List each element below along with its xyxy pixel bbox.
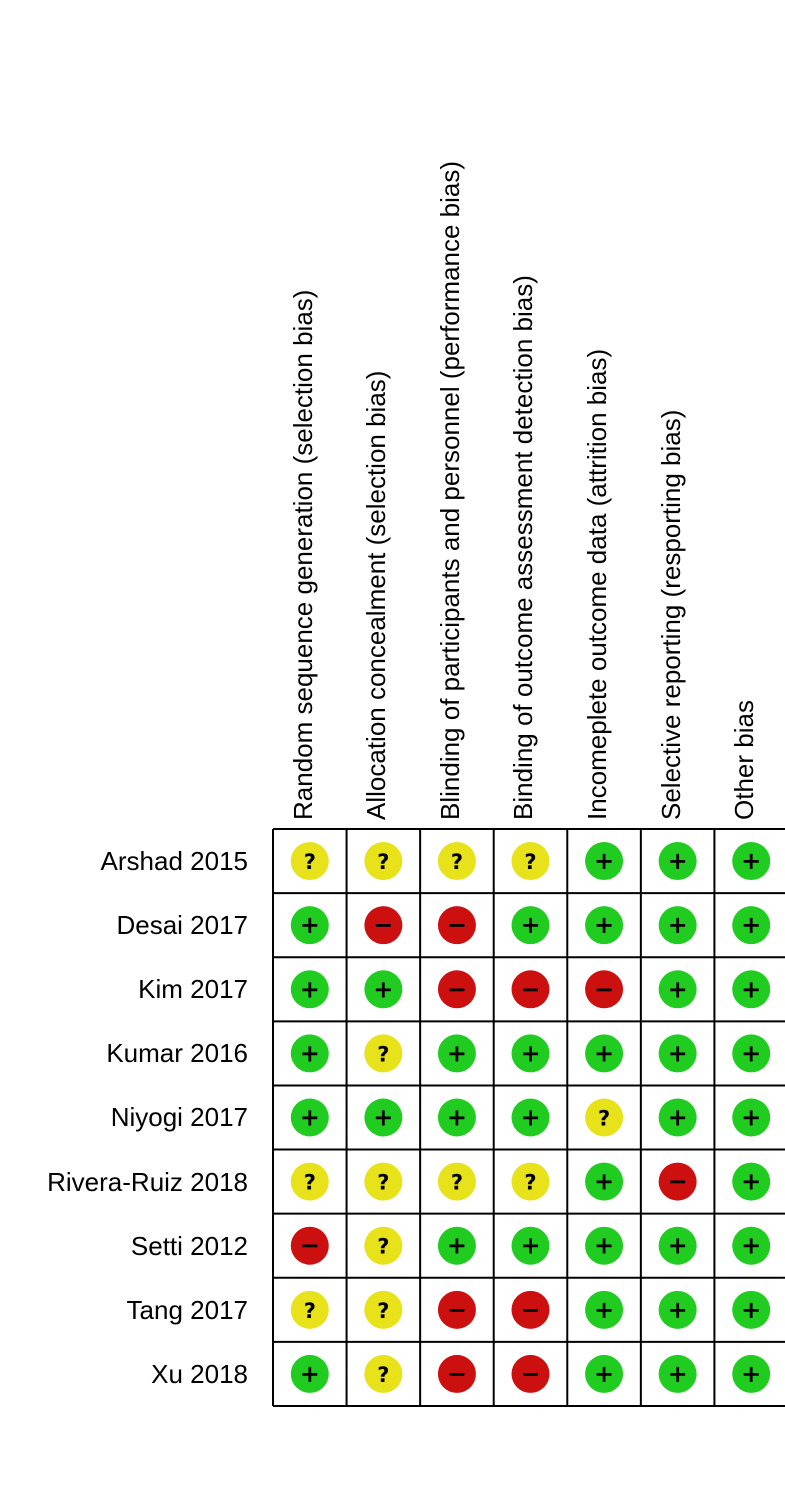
judgement-low-marker	[291, 906, 329, 944]
judgement-symbol: ?	[597, 1106, 611, 1131]
study-label: Rivera-Ruiz 2018	[47, 1166, 248, 1197]
judgement-symbol: ?	[377, 1298, 390, 1323]
domain-header-label: Random sequence generation (selection bias)	[287, 289, 318, 820]
study-label: Arshad 2015	[100, 846, 248, 876]
judgement-low-marker	[732, 1163, 770, 1201]
judgement-symbol: +	[446, 1103, 467, 1132]
judgement-symbol: +	[667, 1103, 688, 1132]
judgement-symbol: +	[741, 1231, 762, 1260]
study-label: Setti 2012	[130, 1230, 248, 1261]
judgement-symbol: +	[741, 1103, 762, 1132]
judgement-symbol: +	[299, 1039, 320, 1068]
judgement-symbol: +	[520, 1231, 541, 1260]
judgement-low-marker	[585, 1355, 623, 1393]
judgement-unclear-marker	[364, 1291, 402, 1329]
judgement-low-marker	[585, 1227, 623, 1265]
judgement-symbol: −	[520, 975, 541, 1004]
judgement-low-marker	[732, 1227, 770, 1265]
judgement-symbol: +	[373, 975, 394, 1004]
judgement-symbol: +	[299, 975, 320, 1004]
domain-header-label: Allocation concealment (selection bias)	[361, 370, 392, 820]
judgement-unclear-marker	[291, 842, 329, 880]
judgement-symbol: +	[667, 911, 688, 940]
judgement-low-marker	[732, 906, 770, 944]
judgement-low-marker	[511, 1098, 549, 1136]
study-label: Kumar 2016	[106, 1038, 248, 1069]
judgement-low-marker	[659, 970, 697, 1008]
study-label: Kim 2017	[138, 974, 248, 1005]
judgement-symbol: ?	[303, 1298, 316, 1323]
judgement-symbol: +	[520, 1039, 541, 1068]
judgement-symbol: +	[741, 1167, 762, 1196]
judgement-unclear-marker	[364, 1227, 402, 1265]
judgement-symbol: +	[667, 1359, 688, 1388]
judgement-unclear-marker	[364, 1034, 402, 1072]
judgement-symbol: ?	[303, 850, 316, 875]
judgement-unclear-marker	[364, 842, 402, 880]
judgement-symbol: ?	[377, 1362, 390, 1387]
study-label: Xu 2018	[151, 1358, 248, 1389]
judgement-symbol: +	[741, 911, 762, 940]
judgement-unclear-marker	[291, 1163, 329, 1201]
judgement-symbol: −	[446, 975, 467, 1004]
judgement-high-marker	[511, 1355, 549, 1393]
judgement-low-marker	[364, 970, 402, 1008]
judgement-low-marker	[659, 1034, 697, 1072]
domain-header-label: Selective reporting (resporting bias)	[655, 409, 686, 820]
judgement-symbol: −	[446, 911, 467, 940]
judgement-symbol: +	[741, 975, 762, 1004]
judgement-symbol: +	[594, 1359, 615, 1388]
judgement-symbol: +	[741, 1039, 762, 1068]
domain-header-label: Binding of outcome assessment detection bias)	[508, 275, 539, 820]
judgement-symbol: +	[446, 1039, 467, 1068]
judgement-high-marker	[511, 970, 549, 1008]
judgement-low-marker	[659, 906, 697, 944]
judgement-unclear-marker	[291, 1291, 329, 1329]
judgement-high-marker	[438, 970, 476, 1008]
judgement-symbol: −	[667, 1167, 688, 1196]
judgement-low-marker	[511, 906, 549, 944]
judgement-symbol: +	[594, 1167, 615, 1196]
judgement-low-marker	[438, 1098, 476, 1136]
judgement-high-marker	[585, 970, 623, 1008]
judgement-symbol: −	[446, 1295, 467, 1324]
judgement-high-marker	[364, 906, 402, 944]
judgement-unclear-marker	[511, 1163, 549, 1201]
study-label: Desai 2017	[116, 910, 248, 941]
judgement-symbol: +	[446, 1231, 467, 1260]
judgement-unclear-marker	[511, 842, 549, 880]
judgement-symbol: −	[446, 1359, 467, 1388]
judgement-low-marker	[291, 1034, 329, 1072]
judgement-high-marker	[511, 1291, 549, 1329]
judgement-symbol: +	[667, 847, 688, 876]
judgement-low-marker	[732, 1291, 770, 1329]
judgement-high-marker	[291, 1227, 329, 1265]
judgement-symbol: −	[594, 975, 615, 1004]
judgement-unclear-marker	[438, 842, 476, 880]
judgement-symbol: +	[667, 975, 688, 1004]
judgement-low-marker	[291, 1098, 329, 1136]
judgement-symbol: +	[667, 1231, 688, 1260]
judgement-symbol: ?	[377, 1042, 390, 1067]
judgement-low-marker	[585, 842, 623, 880]
judgement-unclear-marker	[585, 1098, 623, 1136]
judgement-low-marker	[585, 1291, 623, 1329]
judgement-symbol: +	[667, 1295, 688, 1324]
judgement-unclear-marker	[364, 1355, 402, 1393]
judgement-high-marker	[438, 1355, 476, 1393]
judgement-low-marker	[438, 1227, 476, 1265]
judgement-unclear-marker	[438, 1163, 476, 1201]
judgement-low-marker	[438, 1034, 476, 1072]
judgement-symbol: +	[594, 911, 615, 940]
judgement-low-marker	[585, 906, 623, 944]
judgement-symbol: −	[299, 1231, 320, 1260]
judgement-low-marker	[511, 1227, 549, 1265]
judgement-symbol: +	[594, 1231, 615, 1260]
domain-header-label: Other bias	[729, 700, 760, 820]
judgement-symbol: ?	[450, 850, 464, 875]
judgement-symbol: ?	[450, 1170, 464, 1195]
judgement-symbol: +	[299, 911, 320, 940]
judgement-low-marker	[585, 1034, 623, 1072]
judgement-low-marker	[659, 842, 697, 880]
study-label: Tang 2017	[126, 1294, 248, 1325]
domain-header-label: Incomeplete outcome data (attrition bias)	[582, 348, 613, 820]
judgement-symbol: +	[741, 1295, 762, 1324]
judgement-symbol: +	[594, 847, 615, 876]
judgement-low-marker	[585, 1163, 623, 1201]
judgement-symbol: −	[373, 911, 394, 940]
judgement-symbol: ?	[377, 1170, 390, 1195]
judgement-low-marker	[364, 1098, 402, 1136]
judgement-symbol: +	[741, 1359, 762, 1388]
judgement-symbol: +	[373, 1103, 394, 1132]
judgement-symbol: +	[299, 1359, 320, 1388]
judgement-low-marker	[291, 970, 329, 1008]
judgement-high-marker	[438, 1291, 476, 1329]
judgement-symbol: +	[299, 1103, 320, 1132]
judgement-low-marker	[659, 1355, 697, 1393]
judgement-symbol: ?	[303, 1170, 316, 1195]
judgement-low-marker	[732, 842, 770, 880]
judgement-low-marker	[732, 1034, 770, 1072]
judgement-low-marker	[732, 1355, 770, 1393]
judgement-symbol: +	[741, 847, 762, 876]
judgement-low-marker	[732, 1098, 770, 1136]
judgement-low-marker	[659, 1291, 697, 1329]
judgement-low-marker	[732, 970, 770, 1008]
judgement-low-marker	[659, 1098, 697, 1136]
judgement-low-marker	[511, 1034, 549, 1072]
judgement-symbol: ?	[377, 1234, 390, 1259]
judgement-symbol: +	[520, 911, 541, 940]
judgement-symbol: +	[594, 1039, 615, 1068]
judgement-symbol: −	[520, 1359, 541, 1388]
judgement-symbol: +	[594, 1295, 615, 1324]
study-label: Niyogi 2017	[110, 1102, 248, 1133]
judgement-symbol: +	[667, 1039, 688, 1068]
judgement-symbol: +	[520, 1103, 541, 1132]
judgement-unclear-marker	[364, 1163, 402, 1201]
judgement-symbol: ?	[524, 850, 537, 875]
judgement-low-marker	[291, 1355, 329, 1393]
judgement-symbol: ?	[377, 850, 390, 875]
judgement-high-marker	[659, 1163, 697, 1201]
judgement-high-marker	[438, 906, 476, 944]
domain-header-label: Blinding of participants and personnel (performance bias)	[434, 160, 465, 820]
judgement-symbol: −	[520, 1295, 541, 1324]
judgement-low-marker	[659, 1227, 697, 1265]
judgement-symbol: ?	[524, 1170, 537, 1195]
